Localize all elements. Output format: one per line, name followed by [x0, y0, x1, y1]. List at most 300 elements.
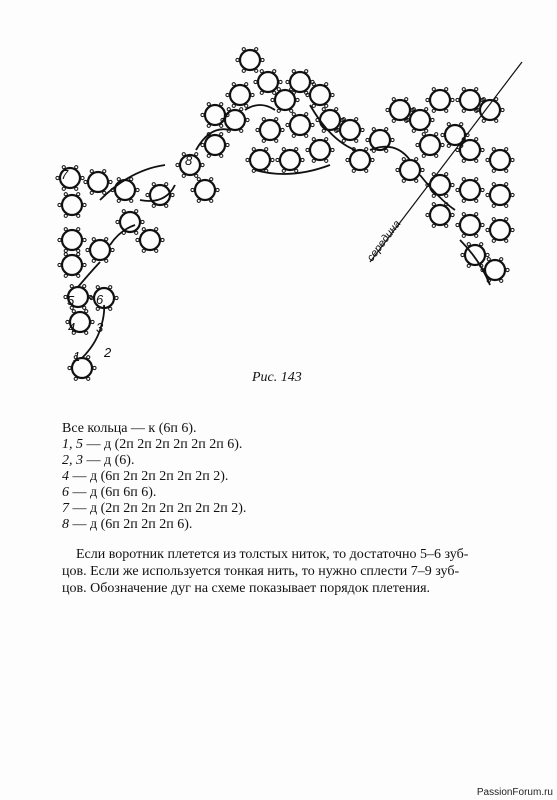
picot	[432, 203, 435, 206]
picot	[346, 158, 349, 161]
tatting-arc	[310, 105, 355, 150]
ring-number-8: 8	[185, 153, 193, 168]
ring-number-3: 3	[96, 320, 104, 335]
picot	[72, 310, 75, 313]
picot	[445, 194, 448, 197]
picot	[482, 119, 485, 122]
picot	[87, 356, 90, 359]
picot	[447, 144, 450, 147]
picot	[481, 223, 484, 226]
picot	[191, 188, 194, 191]
picot	[325, 159, 328, 162]
tatting-ring	[445, 125, 465, 145]
picot	[210, 178, 213, 181]
picot	[286, 123, 289, 126]
picot	[492, 239, 495, 242]
picot	[365, 169, 368, 172]
picot	[475, 138, 478, 141]
tatting-ring	[460, 215, 480, 235]
tatting-ring	[260, 120, 280, 140]
tatting-ring	[195, 180, 215, 200]
picot	[91, 320, 94, 323]
ring-number-7: 7	[61, 167, 69, 182]
picot	[109, 307, 112, 310]
picot	[402, 158, 405, 161]
picot	[83, 203, 86, 206]
picot	[312, 138, 315, 141]
picot	[226, 143, 229, 146]
picot	[77, 193, 80, 196]
picot	[271, 98, 274, 101]
picot	[58, 263, 61, 266]
picot	[500, 279, 503, 282]
picot	[447, 123, 450, 126]
picot	[277, 109, 280, 112]
picot	[142, 249, 145, 252]
picot	[216, 188, 219, 191]
picot	[64, 228, 67, 231]
picot	[87, 377, 90, 380]
picot	[392, 98, 395, 101]
picot	[486, 253, 489, 256]
picot	[481, 188, 484, 191]
picot	[432, 194, 435, 197]
picot	[142, 228, 145, 231]
picot	[487, 258, 490, 261]
paragraph-line: цов. Обозначение дуг на схеме показывает порядок плетения.	[62, 581, 431, 596]
picot	[295, 169, 298, 172]
picot	[255, 48, 258, 51]
tatting-ring	[290, 115, 310, 135]
picot	[492, 183, 495, 186]
picot	[207, 154, 210, 157]
picot	[182, 174, 185, 177]
picot	[342, 139, 345, 142]
picot	[220, 103, 223, 106]
picot	[58, 238, 61, 241]
picot	[372, 128, 375, 131]
picot	[462, 199, 465, 202]
tatting-ring	[115, 180, 135, 200]
picot	[505, 218, 508, 221]
picot	[505, 169, 508, 172]
picot	[77, 228, 80, 231]
picot	[467, 264, 470, 267]
tatting-ring	[290, 72, 310, 92]
picot	[90, 170, 93, 173]
picot	[456, 98, 459, 101]
picot	[279, 80, 282, 83]
picot	[445, 173, 448, 176]
picot	[475, 213, 478, 216]
picot	[301, 158, 304, 161]
picot	[240, 108, 243, 111]
picot	[64, 214, 67, 217]
picot	[275, 139, 278, 142]
picot	[115, 296, 118, 299]
picot	[146, 193, 149, 196]
picot	[365, 148, 368, 151]
picot	[385, 149, 388, 152]
picot	[392, 119, 395, 122]
tatting-ring	[62, 230, 82, 250]
tatting-ring	[390, 100, 410, 120]
legend-row: 7 — д (2п 2п 2п 2п 2п 2п 2п 2).	[62, 501, 247, 516]
picot	[242, 69, 245, 72]
picot	[505, 183, 508, 186]
picot	[511, 193, 514, 196]
picot	[445, 88, 448, 91]
picot	[505, 204, 508, 207]
picot	[451, 213, 454, 216]
picot	[96, 307, 99, 310]
picot	[56, 176, 59, 179]
picot	[86, 248, 89, 251]
picot	[64, 253, 67, 256]
tatting-ring	[490, 150, 510, 170]
picot	[176, 163, 179, 166]
picot	[195, 174, 198, 177]
picot	[462, 234, 465, 237]
picot	[64, 193, 67, 196]
picot	[445, 109, 448, 112]
tatting-ring	[310, 85, 330, 105]
paragraph-line: цов. Если же используется тонкая нить, то нужно сплести 7–9 зуб-	[62, 564, 460, 579]
picot	[58, 203, 61, 206]
picot	[445, 224, 448, 227]
picot	[405, 98, 408, 101]
picot	[462, 178, 465, 181]
picot	[260, 91, 263, 94]
picot	[366, 138, 369, 141]
picot	[475, 234, 478, 237]
picot	[492, 204, 495, 207]
picot	[255, 69, 258, 72]
ring-number-4: 4	[68, 320, 76, 335]
tatting-ring	[460, 140, 480, 160]
picot	[109, 286, 112, 289]
picot	[105, 259, 108, 262]
legend	[62, 421, 246, 533]
picot	[240, 129, 243, 132]
picot	[155, 228, 158, 231]
figure-caption: Рис. 143	[252, 370, 302, 385]
picot	[415, 158, 418, 161]
tatting-ring	[120, 212, 140, 232]
picot	[467, 243, 470, 246]
picot	[141, 220, 144, 223]
tatting-ring	[140, 230, 160, 250]
picot	[282, 169, 285, 172]
picot	[68, 366, 71, 369]
picot	[220, 133, 223, 136]
picot	[431, 118, 434, 121]
picot	[500, 258, 503, 261]
picot	[130, 178, 133, 181]
picot	[109, 180, 112, 183]
picot	[391, 138, 394, 141]
picot	[282, 148, 285, 151]
tatting-ring	[320, 110, 340, 130]
picot	[331, 93, 334, 96]
picot	[62, 187, 65, 190]
picot	[501, 108, 504, 111]
picot	[322, 129, 325, 132]
picot	[441, 143, 444, 146]
picot	[246, 158, 249, 161]
picot	[386, 108, 389, 111]
picot	[83, 306, 86, 309]
picot	[286, 80, 289, 83]
picot	[171, 193, 174, 196]
picot	[227, 108, 230, 111]
picot	[136, 188, 139, 191]
picot	[93, 366, 96, 369]
picot	[273, 70, 276, 73]
picot	[460, 123, 463, 126]
picot	[252, 148, 255, 151]
legend-row: 6 — д (6п 6п 6).	[62, 485, 157, 500]
picot	[451, 183, 454, 186]
picot	[103, 170, 106, 173]
picot	[355, 139, 358, 142]
tatting-arc	[460, 240, 490, 285]
picot	[371, 158, 374, 161]
picot	[312, 159, 315, 162]
picot	[481, 148, 484, 151]
picot	[75, 187, 78, 190]
tatting-ring	[480, 100, 500, 120]
picot	[197, 199, 200, 202]
picot	[245, 83, 248, 86]
picot	[325, 83, 328, 86]
picot	[135, 231, 138, 234]
picot	[152, 204, 155, 207]
picot	[77, 249, 80, 252]
picot	[492, 148, 495, 151]
picot	[281, 128, 284, 131]
picot	[207, 103, 210, 106]
picot	[492, 218, 495, 221]
legend-row: 2, 3 — д (6).	[62, 453, 135, 468]
tatting-ring	[90, 240, 110, 260]
picot	[84, 180, 87, 183]
picot	[92, 238, 95, 241]
picot	[165, 204, 168, 207]
picot	[262, 118, 265, 121]
picot	[85, 331, 88, 334]
picot	[311, 123, 314, 126]
picot	[111, 248, 114, 251]
picot	[254, 80, 257, 83]
picot	[117, 178, 120, 181]
tatting-ring	[280, 150, 300, 170]
picot	[105, 238, 108, 241]
legend-row: 8 — д (6п 2п 2п 2п 6).	[62, 517, 193, 532]
watermark: PassionForum.ru	[476, 787, 553, 798]
picot	[75, 166, 78, 169]
picot	[486, 158, 489, 161]
picot	[426, 98, 429, 101]
picot	[256, 128, 259, 131]
picot	[475, 88, 478, 91]
picot	[312, 104, 315, 107]
picot	[506, 268, 509, 271]
picot	[83, 285, 86, 288]
picot	[456, 223, 459, 226]
picot	[426, 213, 429, 216]
picot	[385, 128, 388, 131]
picot	[122, 210, 125, 213]
picot	[325, 138, 328, 141]
picot	[265, 148, 268, 151]
picot	[462, 88, 465, 91]
picot	[64, 274, 67, 277]
tatting-ring	[62, 255, 82, 275]
picot	[251, 93, 254, 96]
picot	[462, 159, 465, 162]
picot	[432, 88, 435, 91]
picot	[70, 285, 73, 288]
picot	[232, 83, 235, 86]
picot	[83, 263, 86, 266]
picot	[220, 154, 223, 157]
picot	[262, 139, 265, 142]
picot	[242, 48, 245, 51]
picot	[306, 93, 309, 96]
picot	[292, 113, 295, 116]
picot	[271, 158, 274, 161]
picot	[152, 183, 155, 186]
picot	[130, 199, 133, 202]
picot	[402, 179, 405, 182]
tatting-ring	[205, 135, 225, 155]
picot	[165, 183, 168, 186]
picot	[480, 243, 483, 246]
picot	[325, 104, 328, 107]
tatting-ring	[340, 120, 360, 140]
picot	[246, 118, 249, 121]
tatting-ring	[225, 110, 245, 130]
picot	[505, 239, 508, 242]
tatting-ring	[430, 175, 450, 195]
picot	[292, 70, 295, 73]
picot	[292, 91, 295, 94]
tatting-ring	[310, 140, 330, 160]
picot	[475, 199, 478, 202]
picot	[85, 310, 88, 313]
picot	[486, 228, 489, 231]
picot	[322, 108, 325, 111]
tatting-ring	[230, 85, 250, 105]
picot	[305, 70, 308, 73]
tatting-ring	[62, 195, 82, 215]
tatting-ring	[490, 185, 510, 205]
ring-number-5: 5	[67, 293, 75, 308]
picot	[312, 83, 315, 86]
picot	[135, 210, 138, 213]
picot	[331, 148, 334, 151]
ring-number-1: 1	[73, 349, 81, 364]
tatting-ring	[490, 220, 510, 240]
picot	[361, 128, 364, 131]
picot	[422, 133, 425, 136]
picot	[155, 249, 158, 252]
picot	[117, 199, 120, 202]
picot	[81, 176, 84, 179]
picot	[415, 179, 418, 182]
picot	[295, 148, 298, 151]
picot	[220, 124, 223, 127]
picot	[461, 253, 464, 256]
picot	[226, 93, 229, 96]
picot	[207, 124, 210, 127]
tatting-ring	[460, 180, 480, 200]
picot	[425, 108, 428, 111]
picot	[486, 193, 489, 196]
picot	[412, 129, 415, 132]
picot	[276, 158, 279, 161]
picot	[273, 91, 276, 94]
picot	[425, 129, 428, 132]
picot	[495, 119, 498, 122]
tatting-ring	[485, 260, 505, 280]
tatting-ring	[430, 205, 450, 225]
picot	[77, 253, 80, 256]
picot	[210, 199, 213, 202]
picot	[275, 118, 278, 121]
picot	[92, 259, 95, 262]
picot	[421, 168, 424, 171]
picot	[292, 134, 295, 137]
instructions-paragraph	[62, 546, 532, 597]
picot	[335, 108, 338, 111]
picot	[201, 163, 204, 166]
picot	[422, 154, 425, 157]
picot	[77, 274, 80, 277]
picot	[511, 228, 514, 231]
picot	[306, 148, 309, 151]
tatting-ring	[250, 150, 270, 170]
picot	[90, 191, 93, 194]
tatting-ring	[410, 110, 430, 130]
picot	[77, 214, 80, 217]
picot	[201, 113, 204, 116]
legend-row: Все кольца — к (6п 6).	[62, 421, 197, 436]
picot	[492, 169, 495, 172]
picot	[432, 224, 435, 227]
picot	[96, 286, 99, 289]
picot	[197, 178, 200, 181]
tatting-ring	[420, 135, 440, 155]
tatting-ring	[400, 160, 420, 180]
tatting-ring	[240, 50, 260, 70]
picot	[260, 70, 263, 73]
picot	[64, 249, 67, 252]
picot	[290, 109, 293, 112]
picot	[136, 238, 139, 241]
picot	[462, 109, 465, 112]
tatting-ring	[430, 90, 450, 110]
picot	[435, 133, 438, 136]
picot	[511, 158, 514, 161]
paragraph-line: Если воротник плетется из толстых ниток, то достаточно 5–6 зуб-	[76, 547, 469, 562]
legend-row: 1, 5 — д (2п 2п 2п 2п 2п 2п 6).	[62, 437, 243, 452]
picot	[355, 118, 358, 121]
picot	[475, 159, 478, 162]
picot	[505, 148, 508, 151]
picot	[451, 98, 454, 101]
